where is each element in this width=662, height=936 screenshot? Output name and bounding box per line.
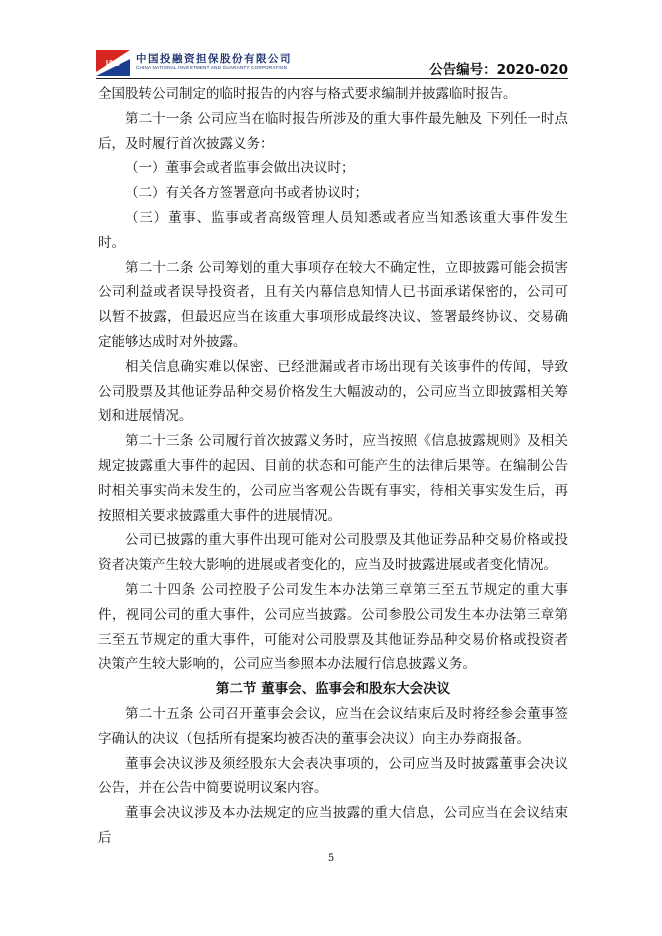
list-item-1: （一）董事会或者监事会做出决议时； bbox=[125, 160, 355, 177]
paragraph-article-22: 第二十二条 公司筹划的重大事项存在较大不确定性，立即披露可能会损害公司利益或者误导投资者，且有关内幕信息知情人已书面承诺保密的，公司可以暂不披露，但最迟应当在该重大事项形成最终决议、签署最终协议、交易确定能够达成时对外披露。 bbox=[98, 259, 568, 350]
company-name-cn: 中国投融资担保股份有限公司 bbox=[136, 53, 292, 65]
list-item-2: （二）有关各方签署意向书或者协议时； bbox=[125, 185, 368, 202]
company-name-en: CHINA NATIONAL INVESTMENT AND GUARANTY CORPORATION bbox=[136, 65, 288, 70]
announcement-number: 公告编号：2020-020 bbox=[429, 62, 568, 78]
page-number: 5 bbox=[327, 853, 335, 864]
list-item-3: （三）董事、监事或者高级管理人员知悉或者应当知悉该重大事件发生时。 bbox=[98, 209, 568, 251]
paragraph-article-23-cont: 公司已披露的重大事件出现可能对公司股票及其他证券品种交易价格或投资者决策产生较大影响的进展或者变化的，应当及时披露进展或者变化情况。 bbox=[98, 532, 568, 574]
page-header bbox=[96, 48, 568, 80]
paragraph-article-24: 第二十四条 公司控股子公司发生本办法第三章第三至五节规定的重大事件，视同公司的重大事件，公司应当披露。公司参股公司发生本办法第三章第三至五节规定的重大事件，可能对公司股票及其他证券品种交易价格或投资者决策产生较大影响的，公司应当参照本办法履行信息披露义务。 bbox=[98, 581, 568, 673]
paragraph-article-22-cont: 相关信息确实难以保密、已经泄漏或者市场出现有关该事件的传闻，导致公司股票及其他证券品种交易价格发生大幅波动的，公司应当立即披露相关筹划和进展情况。 bbox=[98, 358, 568, 425]
paragraph-article-23: 第二十三条 公司履行首次披露义务时，应当按照《信息披露规则》及相关规定披露重大事件的起因、目前的状态和可能产生的法律后果等。在编制公告时相关事实尚未发生的，公司应当客观公告既有事实，待相关事实发生后，再按照相关要求披露重大事件的进展情况。 bbox=[98, 433, 568, 524]
document-body bbox=[98, 82, 568, 851]
section-title: 第二节 董事会、监事会和股东大会决议 bbox=[215, 681, 451, 698]
paragraph-article-25-cont: 董事会决议涉及须经股东大会表决事项的，公司应当及时披露董事会决议公告，并在公告中简要说明议案内容。 bbox=[98, 755, 568, 797]
paragraph-1: 全国股转公司制定的临时报告的内容与格式要求编制并披露临时报告。 bbox=[98, 86, 517, 102]
paragraph-article-21: 第二十一条 公司应当在临时报告所涉及的重大事件最先触及 下列任一时点后，及时履行首次披露义务： bbox=[98, 110, 568, 152]
company-logo bbox=[96, 50, 130, 76]
paragraph-article-25-cont-2: 董事会决议涉及本办法规定的应当披露的重大信息，公司应当在会议结束后 bbox=[98, 805, 568, 846]
logo-lettering: I&G bbox=[105, 59, 121, 68]
paragraph-article-25: 第二十五条 公司召开董事会会议，应当在会议结束后及时将经参会董事签字确认的决议（包括所有提案均被否决的董事会决议）向主办券商报备。 bbox=[98, 705, 568, 747]
header-divider bbox=[96, 78, 568, 79]
